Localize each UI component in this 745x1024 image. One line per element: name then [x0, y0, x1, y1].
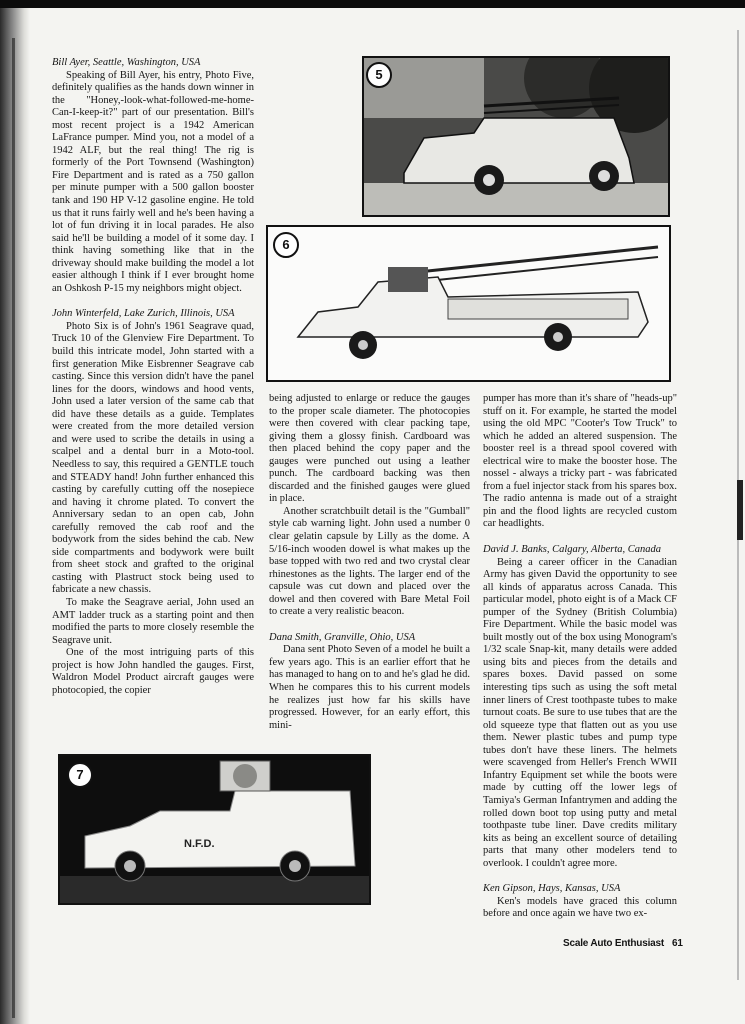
- photo-6-number: 6: [273, 232, 299, 258]
- magazine-name: Scale Auto Enthusiast: [563, 938, 665, 949]
- byline-john-winterfeld: John Winterfeld, Lake Zurich, Illinois, USA: [52, 308, 235, 320]
- article-bill-ayer: Speaking of Bill Ayer, his entry, Photo Five, definitely qualifies as the hands down winner in the "Honey,-look-what-followed-me-home-Can-I-keep-it?" part of our presentation. Bill's most recent project is a 1942 American LaFrance pumper. Mind you, not a model of a 1942 ALF, but the real thing! The rig is formerly of the Port Townsend (Washington) Fire Department and is rated as a 750 gallon per minute pumper with a 500 gallon booster tank and 190 HP V-12 gasoline engine. He told us that it runs fairly well and he's been having a lot of fun driving it in local parades. He also said he'll be building a model of it some day. I think having something like that in the driveway should make building the model a lot easier although I think if I ever brought home an Oshkosh P-15 my neighbors might object.: [52, 69, 254, 294]
- article-david-banks: Being a career officer in the Canadian Army has given David the opportunity to see all kinds of apparatus across Canada. This particular model, photo eight is of a Mack CF pumper of the Sydney (British Columbia) Fire Department. While the basic model was built mostly out of the box using Monogram's 1/32 scale Snap-kit, many details were added using bits and pieces from the details and spares boxes. David passed on some interesting tips such as using the soft metal inner liners of Crest toothpaste tubes to make turnout coats. Be sure to use tubes that are the old squeeze type that flatten out as you use them. Newer plastic tubes and pump type tubes don't have these liners. The helmets were scavenged from Heller's French WWII Infantry Equipment set while the boots were made by cutting off the lower legs of Tamiya's German Infantrymen and adding the rolled down boot top using putty and metal toothpaste tube liner. Dave credits military kits as being an excellent source of detailing parts that many other modelers tend to overlook. I couldn't agree more.: [483, 556, 677, 869]
- paragraph-winterfeld-3: One of the most intriguing parts of this project is how John handled the gauges. First, Waldron Model Product aircraft gauges were photocopied, the copier: [52, 647, 254, 696]
- column-3: [483, 393, 677, 921]
- page-top-edge: [0, 0, 745, 8]
- photo-6: [266, 225, 671, 382]
- photo-6-image: [268, 227, 669, 380]
- column-2: [269, 393, 470, 732]
- photo-5-image: [364, 58, 668, 215]
- photo-5: [362, 56, 670, 217]
- photo-7: [58, 754, 371, 905]
- paragraph-winterfeld-2: To make the Seagrave aerial, John used an AMT ladder truck as a starting point and then modified the parts to more closely resemble the Seagrave unit.: [52, 596, 254, 646]
- photo-7-image: [60, 756, 369, 903]
- article-ken-gipson: Ken's models have graced this column before and once again we have two ex-: [483, 895, 677, 920]
- byline-ken-gipson: Ken Gipson, Hays, Kansas, USA: [483, 883, 621, 895]
- article-dana-smith: Dana sent Photo Seven of a model he built a few years ago. This is an earlier effort that he has managed to hang on to and he's glad he did. When he compares this to his current models he realizes just how far his skills have progressed. However, for an early effort, this mini-: [269, 644, 470, 731]
- photo-7-door-text: N.F.D.: [184, 838, 215, 850]
- page-number: 61: [672, 938, 683, 949]
- spine-line: [12, 38, 15, 1018]
- column-1: [52, 57, 254, 697]
- paragraph-gumball: Another scratchbuilt detail is the "Gumball" style cab warning light. John used a number 0 clear gelatin capsule by Lilly as the dome. A 5/16-inch wooden dowel is what makes up the base topped with two red and two crystal clear rhinestones as the lights. The larger end of the capsule was cut down and placed over the dowel and then covered with Bare Metal Foil to create a very realistic beacon.: [269, 505, 470, 618]
- byline-dana-smith: Dana Smith, Granville, Ohio, USA: [269, 631, 416, 643]
- paragraph-gauges: being adjusted to enlarge or reduce the gauges to the proper scale diameter. The photocopies were then covered with clear packing tape, giving them a glossy finish. Cardboard was then placed behind the copy paper and the gauges were punched out using a leather punch. The cardboard backing was then discarded and the finished gauges were glued in place.: [269, 393, 470, 505]
- byline-david-banks: David J. Banks, Calgary, Alberta, Canada: [483, 544, 662, 556]
- paragraph-winterfeld-1: Photo Six is of John's 1961 Seagrave quad, Truck 10 of the Glenview Fire Department. To build this intricate model, John started with a first generation Mike Eisbrenner Seagrave cab casting. Since this version didn't have the panel lines for the doors, windows and hood vents, John used a later version of the same cab that did have these details as a guide. Templates were created from the more detailed version and were used to scribe the details in using a scalpel and a dental burr in a Moto-tool. Needless to say, this required a GENTLE touch and STEADY hand! John further enhanced this casting by carefully cutting off the nosepiece and having it chrome plated. To convert the Anniversary sedan to an open cab, John carefully removed the cab roof and the bodywork from the sides behind the cab. New side compartments and bodywork were built from sheet stock and grafted to the original casting with Plastruct stock being used to fabricate a new chassis.: [52, 320, 254, 596]
- byline-bill-ayer: Bill Ayer, Seattle, Washington, USA: [52, 57, 201, 68]
- binding-spine: [0, 8, 30, 1024]
- page-footer: [563, 938, 683, 949]
- photo-5-number: 5: [366, 62, 392, 88]
- photo-7-number: 7: [67, 762, 93, 788]
- page-right-mark: [737, 480, 743, 540]
- paragraph-pumper: pumper has more than it's share of "heads-up" stuff on it. For example, he started the model using the old MPC "Cooter's Tow Truck" to which he added an altered suspension. The booster reel is a thread spool covered with electrical wire to make the booster hose. The nossel - always a tricky part - was fabricated from a fuel injector stack from his spares box. The radio antenna is made out of a straight pin and the flood lights are recycled custom car headlights.: [483, 393, 677, 530]
